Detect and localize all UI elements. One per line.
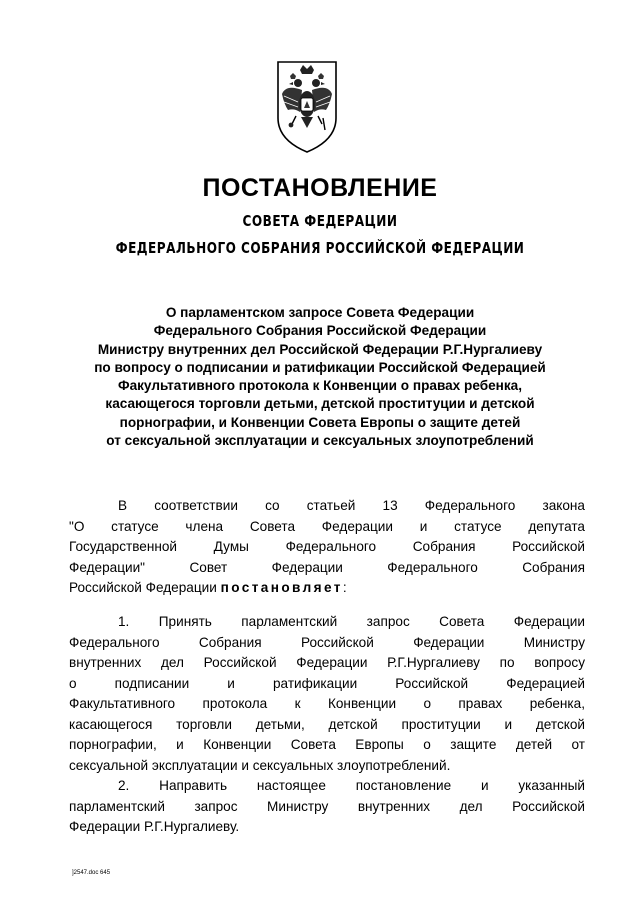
preamble-line: Государственной Думы Федерального Собрания Российской [69, 539, 585, 554]
item1-line: порнографии, и Конвенции Совета Европы о защите детей от [69, 737, 585, 752]
resolution-heading [40, 304, 600, 450]
issuing-body-line1: СОВЕТА ФЕДЕРАЦИИ [242, 212, 398, 230]
item1-line: внутренних дел Российской Федерации Р.Г.Нургалиеву по вопросу [69, 655, 585, 670]
item1-line: касающегося торговли детьми, детской проституции и детской [69, 716, 585, 732]
russian-coat-of-arms-icon [276, 60, 338, 158]
item2-line: парламентский запрос Министру внутренних дел Российской [69, 798, 585, 814]
issuing-body-line2: ФЕДЕРАЛЬНОГО СОБРАНИЯ РОССИЙСКОЙ ФЕДЕРАЦИИ [115, 239, 525, 257]
preamble-line: "О статусе члена Совета Федерации и статусе депутата [69, 518, 585, 534]
item2-line: 2. Направить настоящее постановление и указанный [118, 778, 585, 793]
item1-line: 1. Принять парламентский запрос Совета Федерации [118, 614, 585, 629]
item1-line: Факультативного протокола к Конвенции о правах ребенка, [69, 696, 585, 711]
decree-colon: : [342, 580, 347, 595]
heading-line: касающегося торговли детьми, детской проституции и детской [105, 396, 535, 412]
decree-word: постановляет [220, 580, 343, 595]
preamble-line: В соответствии со статьей 13 Федерального закона [118, 498, 585, 513]
heading-line: О парламентском запросе Совета Федерации [165, 305, 475, 320]
resolution-items [69, 612, 585, 838]
preamble-last-line [69, 578, 585, 599]
preamble-last-text: Российской Федерации [69, 580, 221, 595]
item2-last-line: Федерации Р.Г.Нургалиеву. [69, 819, 240, 834]
item1-line: о подписании и ратификации Российской Федерацией [69, 675, 585, 691]
item1-line: Федерального Собрания Российской Федерации Министру [69, 634, 585, 650]
document-code: ]2547.doc 645 [72, 870, 111, 876]
heading-line: порнографии, и Конвенции Совета Европы о защите детей [119, 414, 521, 430]
heading-line: Федерального Собрания Российской Федерации [153, 323, 487, 339]
heading-line: от сексуальной эксплуатации и сексуальных злоупотреблений [106, 433, 534, 449]
document-title: ПОСТАНОВЛЕНИЕ [202, 174, 438, 202]
heading-line: Министру внутренних дел Российской Федерации Р.Г.Нургалиеву [97, 341, 543, 357]
preamble-paragraph [69, 496, 585, 599]
heading-line: Факультативного протокола к Конвенции о правах ребенка, [117, 378, 523, 394]
preamble-line: Федерации" Совет Федерации Федерального Собрания [69, 559, 585, 575]
heading-line: по вопросу о подписании и ратификации Российской Федерацией [94, 359, 546, 375]
item1-last-line: сексуальной эксплуатации и сексуальных злоупотреблений. [69, 757, 451, 773]
